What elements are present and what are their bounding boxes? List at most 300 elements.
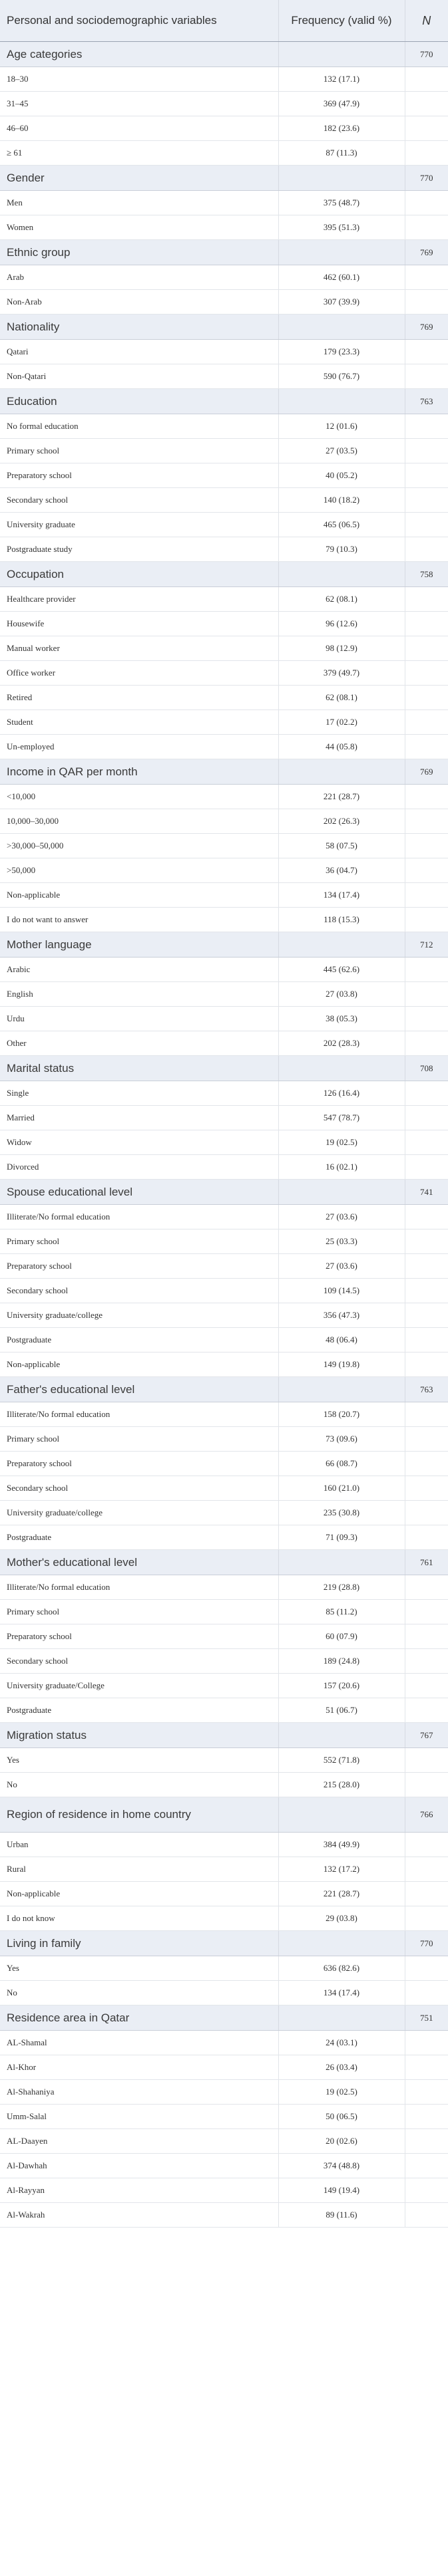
table-row (0, 1303, 448, 1328)
row-n-cell (405, 1981, 448, 2005)
row-frequency: 552 (71.8) (278, 1748, 405, 1773)
row-label: Arab (0, 265, 278, 290)
row-label: Postgraduate (0, 1525, 278, 1550)
table-row (0, 2105, 448, 2129)
row-n-cell (405, 1130, 448, 1155)
row-label: Married (0, 1106, 278, 1130)
table-row (0, 710, 448, 735)
row-label: Widow (0, 1130, 278, 1155)
row-label: Healthcare provider (0, 587, 278, 612)
row-label: University graduate/College (0, 1674, 278, 1698)
row-label: Illiterate/No formal education (0, 1205, 278, 1229)
row-label: No (0, 1773, 278, 1797)
section-header-row (0, 1180, 448, 1205)
row-label: >50,000 (0, 858, 278, 883)
table-row (0, 834, 448, 858)
row-n-cell (405, 463, 448, 488)
row-frequency: 96 (12.6) (278, 612, 405, 636)
row-label: Men (0, 191, 278, 215)
row-label: Secondary school (0, 1279, 278, 1303)
table-row (0, 958, 448, 982)
row-label: Preparatory school (0, 1452, 278, 1476)
row-frequency: 375 (48.7) (278, 191, 405, 215)
section-frequency-cell (278, 1550, 405, 1575)
table-row (0, 1352, 448, 1377)
table-row (0, 2080, 448, 2105)
row-label: No formal education (0, 414, 278, 439)
row-frequency: 160 (21.0) (278, 1476, 405, 1501)
row-frequency: 202 (26.3) (278, 809, 405, 834)
row-n-cell (405, 1956, 448, 1981)
row-n-cell (405, 2178, 448, 2203)
section-frequency-cell (278, 240, 405, 265)
section-header-row (0, 759, 448, 785)
row-label: Yes (0, 1748, 278, 1773)
row-frequency: 235 (30.8) (278, 1501, 405, 1525)
row-frequency: 24 (03.1) (278, 2031, 405, 2055)
row-frequency: 16 (02.1) (278, 1155, 405, 1180)
row-n-cell (405, 1857, 448, 1882)
table-row (0, 809, 448, 834)
section-frequency-cell (278, 1797, 405, 1833)
row-label: Non-Qatari (0, 364, 278, 389)
row-frequency: 134 (17.4) (278, 1981, 405, 2005)
row-n-cell (405, 2031, 448, 2055)
row-n-cell (405, 1624, 448, 1649)
table-row (0, 1031, 448, 1056)
row-n-cell (405, 364, 448, 389)
row-n-cell (405, 439, 448, 463)
table-row (0, 191, 448, 215)
table-row (0, 1575, 448, 1600)
table-row (0, 661, 448, 686)
row-frequency: 48 (06.4) (278, 1328, 405, 1352)
row-label: Non-applicable (0, 883, 278, 908)
section-n: 769 (405, 240, 448, 265)
section-title: Gender (0, 166, 278, 191)
row-label: Preparatory school (0, 1254, 278, 1279)
row-n-cell (405, 1402, 448, 1427)
row-label: Housewife (0, 612, 278, 636)
row-n-cell (405, 1205, 448, 1229)
table-row (0, 2055, 448, 2080)
row-frequency: 73 (09.6) (278, 1427, 405, 1452)
table-row (0, 1956, 448, 1981)
row-n-cell (405, 1279, 448, 1303)
table-row (0, 908, 448, 932)
row-n-cell (405, 1773, 448, 1797)
row-n-cell (405, 265, 448, 290)
row-frequency: 126 (16.4) (278, 1081, 405, 1106)
section-header-row (0, 240, 448, 265)
row-n-cell (405, 1906, 448, 1931)
row-n-cell (405, 1303, 448, 1328)
row-n-cell (405, 1427, 448, 1452)
row-label: University graduate (0, 513, 278, 537)
row-n-cell (405, 1501, 448, 1525)
table-row (0, 686, 448, 710)
row-frequency: 98 (12.9) (278, 636, 405, 661)
row-label: Al-Wakrah (0, 2203, 278, 2228)
row-label: Manual worker (0, 636, 278, 661)
section-title: Nationality (0, 315, 278, 340)
row-label: Women (0, 215, 278, 240)
row-n-cell (405, 1600, 448, 1624)
table-row (0, 1229, 448, 1254)
row-n-cell (405, 958, 448, 982)
table-row (0, 1452, 448, 1476)
table-row (0, 2129, 448, 2154)
table-row (0, 141, 448, 166)
table-row (0, 215, 448, 240)
row-frequency: 26 (03.4) (278, 2055, 405, 2080)
table-header-row (0, 0, 448, 42)
table-row (0, 1427, 448, 1452)
row-label: Non-Arab (0, 290, 278, 315)
section-title: Spouse educational level (0, 1180, 278, 1205)
row-frequency: 149 (19.8) (278, 1352, 405, 1377)
table-row (0, 1081, 448, 1106)
table-row (0, 2203, 448, 2228)
row-frequency: 189 (24.8) (278, 1649, 405, 1674)
row-frequency: 132 (17.2) (278, 1857, 405, 1882)
section-frequency-cell (278, 166, 405, 191)
row-label: Other (0, 1031, 278, 1056)
section-header-row (0, 1797, 448, 1833)
table-row (0, 1328, 448, 1352)
row-label: I do not know (0, 1906, 278, 1931)
row-n-cell (405, 1106, 448, 1130)
table-row (0, 1833, 448, 1857)
table-row (0, 1649, 448, 1674)
row-label: Secondary school (0, 1476, 278, 1501)
section-n: 769 (405, 315, 448, 340)
row-n-cell (405, 1007, 448, 1031)
section-title: Residence area in Qatar (0, 2005, 278, 2031)
row-frequency: 27 (03.8) (278, 982, 405, 1007)
row-frequency: 85 (11.2) (278, 1600, 405, 1624)
row-frequency: 27 (03.6) (278, 1205, 405, 1229)
table-row (0, 785, 448, 809)
section-n: 763 (405, 1377, 448, 1402)
row-frequency: 27 (03.5) (278, 439, 405, 463)
section-n: 741 (405, 1180, 448, 1205)
section-n: 763 (405, 389, 448, 414)
section-title: Education (0, 389, 278, 414)
row-label: Un-employed (0, 735, 278, 759)
row-frequency: 465 (06.5) (278, 513, 405, 537)
row-label: Al-Shahaniya (0, 2080, 278, 2105)
row-frequency: 89 (11.6) (278, 2203, 405, 2228)
section-header-row (0, 1056, 448, 1081)
row-n-cell (405, 1452, 448, 1476)
row-label: 31–45 (0, 92, 278, 116)
row-frequency: 38 (05.3) (278, 1007, 405, 1031)
row-frequency: 219 (28.8) (278, 1575, 405, 1600)
row-label: I do not want to answer (0, 908, 278, 932)
row-n-cell (405, 2080, 448, 2105)
section-title: Income in QAR per month (0, 759, 278, 785)
row-n-cell (405, 1031, 448, 1056)
table-row (0, 587, 448, 612)
row-frequency: 445 (62.6) (278, 958, 405, 982)
section-title: Migration status (0, 1723, 278, 1748)
row-n-cell (405, 1525, 448, 1550)
table-row (0, 1476, 448, 1501)
section-n: 770 (405, 166, 448, 191)
row-n-cell (405, 1698, 448, 1723)
section-header-row (0, 42, 448, 67)
table-row (0, 1748, 448, 1773)
table-row (0, 1155, 448, 1180)
row-label: Illiterate/No formal education (0, 1402, 278, 1427)
row-n-cell (405, 340, 448, 364)
table-row (0, 1981, 448, 2005)
section-frequency-cell (278, 562, 405, 587)
row-frequency: 157 (20.6) (278, 1674, 405, 1698)
row-n-cell (405, 612, 448, 636)
row-label: Non-applicable (0, 1352, 278, 1377)
table-row (0, 2154, 448, 2178)
section-title: Occupation (0, 562, 278, 587)
table-row (0, 1624, 448, 1649)
section-title: Ethnic group (0, 240, 278, 265)
section-frequency-cell (278, 1056, 405, 1081)
row-n-cell (405, 488, 448, 513)
row-frequency: 374 (48.8) (278, 2154, 405, 2178)
row-n-cell (405, 1081, 448, 1106)
row-frequency: 12 (01.6) (278, 414, 405, 439)
section-header-row (0, 166, 448, 191)
row-frequency: 182 (23.6) (278, 116, 405, 141)
table-row (0, 1279, 448, 1303)
section-frequency-cell (278, 2005, 405, 2031)
row-n-cell (405, 1476, 448, 1501)
row-label: Al-Khor (0, 2055, 278, 2080)
row-frequency: 19 (02.5) (278, 2080, 405, 2105)
table-row (0, 537, 448, 562)
table-row (0, 735, 448, 759)
row-n-cell (405, 1833, 448, 1857)
section-header-row (0, 315, 448, 340)
table-row (0, 1674, 448, 1698)
table-row (0, 636, 448, 661)
table-row (0, 883, 448, 908)
row-label: 46–60 (0, 116, 278, 141)
row-label: Retired (0, 686, 278, 710)
table-row (0, 67, 448, 92)
row-n-cell (405, 537, 448, 562)
row-frequency: 395 (51.3) (278, 215, 405, 240)
header-frequency: Frequency (valid %) (278, 0, 405, 42)
row-n-cell (405, 834, 448, 858)
row-n-cell (405, 1882, 448, 1906)
row-label: Qatari (0, 340, 278, 364)
row-frequency: 17 (02.2) (278, 710, 405, 735)
row-label: Primary school (0, 1427, 278, 1452)
row-frequency: 307 (39.9) (278, 290, 405, 315)
row-n-cell (405, 215, 448, 240)
row-label: Primary school (0, 439, 278, 463)
row-frequency: 132 (17.1) (278, 67, 405, 92)
row-n-cell (405, 141, 448, 166)
table-row (0, 1501, 448, 1525)
table-row (0, 116, 448, 141)
section-n: 751 (405, 2005, 448, 2031)
row-label: University graduate/college (0, 1303, 278, 1328)
row-n-cell (405, 908, 448, 932)
row-n-cell (405, 883, 448, 908)
row-n-cell (405, 686, 448, 710)
table-row (0, 1857, 448, 1882)
row-frequency: 66 (08.7) (278, 1452, 405, 1476)
row-frequency: 62 (08.1) (278, 686, 405, 710)
row-frequency: 134 (17.4) (278, 883, 405, 908)
table-row (0, 1600, 448, 1624)
table-row (0, 290, 448, 315)
section-n: 712 (405, 932, 448, 958)
section-frequency-cell (278, 1180, 405, 1205)
table-row (0, 340, 448, 364)
row-frequency: 379 (49.7) (278, 661, 405, 686)
row-frequency: 51 (06.7) (278, 1698, 405, 1723)
table-row (0, 1254, 448, 1279)
section-n: 758 (405, 562, 448, 587)
section-frequency-cell (278, 1377, 405, 1402)
row-n-cell (405, 1155, 448, 1180)
row-label: ≥ 61 (0, 141, 278, 166)
row-n-cell (405, 735, 448, 759)
section-n: 769 (405, 759, 448, 785)
row-n-cell (405, 2129, 448, 2154)
table-row (0, 1402, 448, 1427)
row-label: Divorced (0, 1155, 278, 1180)
row-frequency: 109 (14.5) (278, 1279, 405, 1303)
row-frequency: 590 (76.7) (278, 364, 405, 389)
row-frequency: 118 (15.3) (278, 908, 405, 932)
row-label: Illiterate/No formal education (0, 1575, 278, 1600)
row-n-cell (405, 92, 448, 116)
section-header-row (0, 1377, 448, 1402)
table-row (0, 1773, 448, 1797)
row-frequency: 62 (08.1) (278, 587, 405, 612)
section-title: Age categories (0, 42, 278, 67)
section-header-row (0, 562, 448, 587)
row-n-cell (405, 1575, 448, 1600)
row-n-cell (405, 661, 448, 686)
row-frequency: 140 (18.2) (278, 488, 405, 513)
section-header-row (0, 389, 448, 414)
row-frequency: 221 (28.7) (278, 1882, 405, 1906)
section-title: Region of residence in home country (0, 1797, 278, 1833)
row-label: Primary school (0, 1600, 278, 1624)
row-label: Al-Dawhah (0, 2154, 278, 2178)
table-row (0, 1106, 448, 1130)
row-frequency: 462 (60.1) (278, 265, 405, 290)
row-label: Secondary school (0, 1649, 278, 1674)
row-label: Office worker (0, 661, 278, 686)
section-n: 761 (405, 1550, 448, 1575)
table-row (0, 2178, 448, 2203)
table-row (0, 513, 448, 537)
row-frequency: 179 (23.3) (278, 340, 405, 364)
header-n: N (405, 0, 448, 42)
row-label: University graduate/college (0, 1501, 278, 1525)
row-label: Non-applicable (0, 1882, 278, 1906)
section-frequency-cell (278, 389, 405, 414)
row-label: Postgraduate (0, 1698, 278, 1723)
table-row (0, 488, 448, 513)
row-n-cell (405, 1674, 448, 1698)
row-frequency: 356 (47.3) (278, 1303, 405, 1328)
row-n-cell (405, 1352, 448, 1377)
row-frequency: 60 (07.9) (278, 1624, 405, 1649)
row-n-cell (405, 1254, 448, 1279)
section-title: Mother's educational level (0, 1550, 278, 1575)
table-row (0, 265, 448, 290)
row-label: Single (0, 1081, 278, 1106)
row-n-cell (405, 809, 448, 834)
row-n-cell (405, 513, 448, 537)
row-n-cell (405, 858, 448, 883)
section-title: Mother language (0, 932, 278, 958)
row-label: AL-Shamal (0, 2031, 278, 2055)
row-frequency: 369 (47.9) (278, 92, 405, 116)
table-row (0, 1130, 448, 1155)
row-label: Preparatory school (0, 1624, 278, 1649)
table-row (0, 1525, 448, 1550)
row-n-cell (405, 116, 448, 141)
row-n-cell (405, 785, 448, 809)
table-row (0, 1906, 448, 1931)
section-frequency-cell (278, 1723, 405, 1748)
row-label: Rural (0, 1857, 278, 1882)
row-label: Al-Rayyan (0, 2178, 278, 2203)
row-frequency: 20 (02.6) (278, 2129, 405, 2154)
row-n-cell (405, 710, 448, 735)
section-header-row (0, 1723, 448, 1748)
table-body (0, 42, 448, 2228)
section-title: Living in family (0, 1931, 278, 1956)
row-label: Yes (0, 1956, 278, 1981)
row-frequency: 40 (05.2) (278, 463, 405, 488)
row-frequency: 27 (03.6) (278, 1254, 405, 1279)
row-frequency: 58 (07.5) (278, 834, 405, 858)
row-label: Preparatory school (0, 463, 278, 488)
section-title: Father's educational level (0, 1377, 278, 1402)
row-frequency: 215 (28.0) (278, 1773, 405, 1797)
row-label: 18–30 (0, 67, 278, 92)
row-n-cell (405, 1328, 448, 1352)
row-frequency: 25 (03.3) (278, 1229, 405, 1254)
row-n-cell (405, 414, 448, 439)
table-row (0, 463, 448, 488)
row-n-cell (405, 2154, 448, 2178)
row-frequency: 202 (28.3) (278, 1031, 405, 1056)
row-n-cell (405, 1649, 448, 1674)
row-n-cell (405, 2055, 448, 2080)
row-n-cell (405, 587, 448, 612)
section-n: 766 (405, 1797, 448, 1833)
table-row (0, 982, 448, 1007)
table-row (0, 414, 448, 439)
section-n: 767 (405, 1723, 448, 1748)
section-header-row (0, 2005, 448, 2031)
row-frequency: 19 (02.5) (278, 1130, 405, 1155)
header-variables: Personal and sociodemographic variables (0, 0, 278, 42)
row-frequency: 29 (03.8) (278, 1906, 405, 1931)
section-frequency-cell (278, 932, 405, 958)
